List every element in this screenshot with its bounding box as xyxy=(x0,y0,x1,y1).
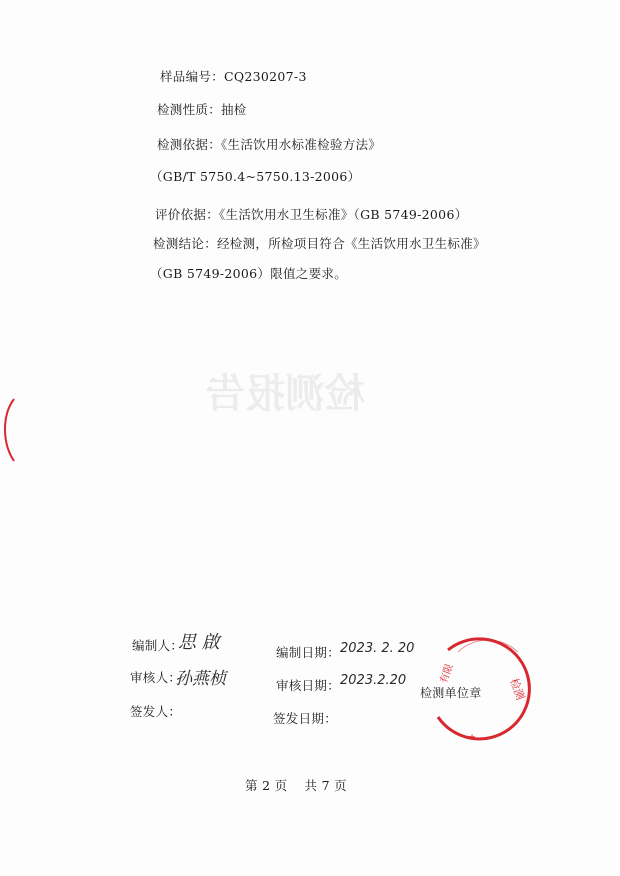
evaluation-basis: 评价依据：《生活饮用水卫生标准》（GB 5749-2006） xyxy=(155,207,468,222)
edge-stamp-mark xyxy=(0,395,30,465)
test-conclusion: 检测结论：经检测，所检项目符合《生活饮用水卫生标准》 xyxy=(153,236,486,251)
sample-number: 样品编号：CQ230207-3 xyxy=(160,69,307,84)
svg-text:★: ★ xyxy=(468,733,477,743)
issue-date-label: 签发日期： xyxy=(273,711,338,726)
compile-date-label: 编制日期： xyxy=(276,645,341,660)
test-nature: 检测性质：抽检 xyxy=(157,102,247,117)
review-date-value: 2023.2.20 xyxy=(340,673,407,688)
page-number: 第 2 页 共 7 页 xyxy=(245,778,347,793)
bleed-through-title: 检测报告 xyxy=(205,370,365,417)
seal-label: 检测单位章 xyxy=(420,686,482,700)
issuer-label: 签发人： xyxy=(130,704,182,719)
compile-date-value: 2023. 2. 20 xyxy=(340,641,415,656)
svg-text:有限: 有限 xyxy=(438,662,456,686)
test-basis-standard: （GB/T 5750.4~5750.13-2006） xyxy=(150,169,361,184)
test-basis: 检测依据：《生活饮用水标准检验方法》 xyxy=(157,137,382,152)
reviewer-label: 审核人： xyxy=(130,670,182,685)
review-date-label: 审核日期： xyxy=(276,678,341,693)
test-conclusion-continued: （GB 5749-2006）限值之要求。 xyxy=(150,266,347,281)
compiler-signature: 思 啟 xyxy=(178,632,220,653)
compiler-label: 编制人： xyxy=(132,638,184,653)
svg-text:检测: 检测 xyxy=(507,676,527,702)
reviewer-signature: 孙燕桢 xyxy=(175,669,226,689)
